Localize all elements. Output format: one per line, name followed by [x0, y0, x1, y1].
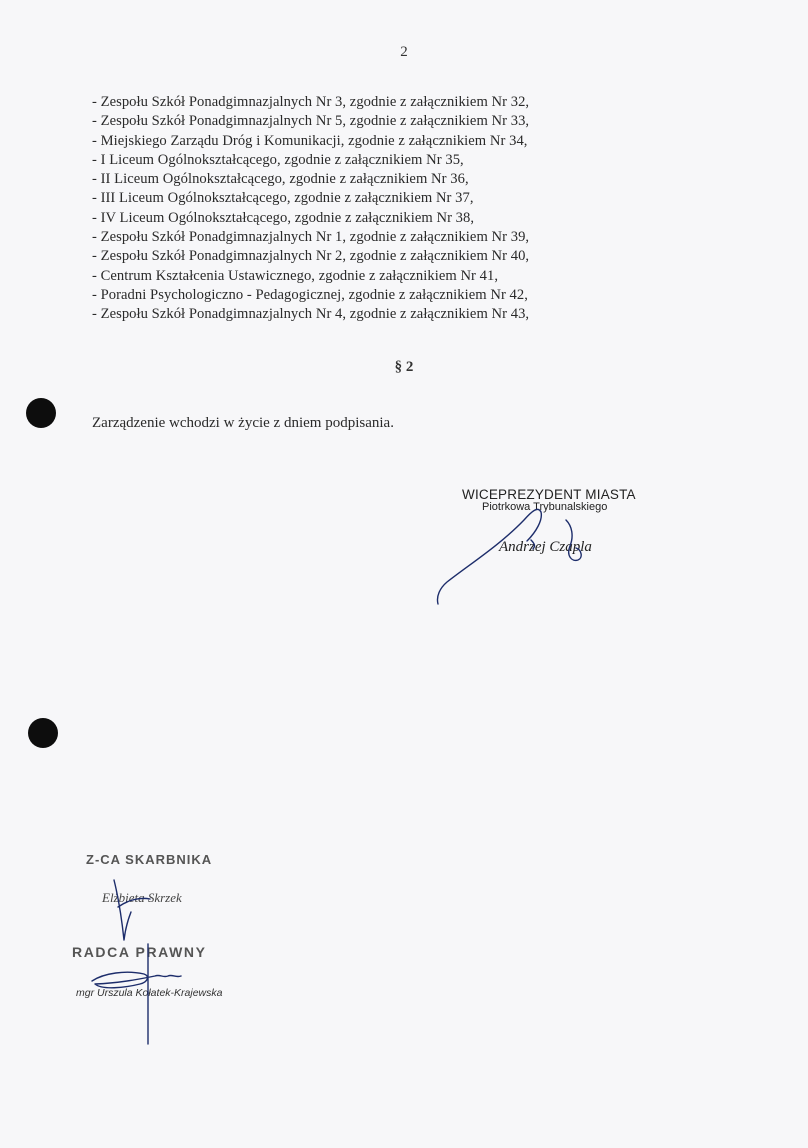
body-paragraph: Zarządzenie wchodzi w życie z dniem podpisania. — [92, 415, 394, 431]
treasurer-signature — [114, 880, 150, 940]
list-item: - Centrum Kształcenia Ustawicznego, zgodnie z załącznikiem Nr 41, — [92, 267, 499, 284]
stamp-subtitle: Piotrkowa Trybunalskiego — [482, 501, 608, 513]
list-item: - Zespołu Szkół Ponadgimnazjalnych Nr 1, zgodnie z załącznikiem Nr 39, — [92, 229, 530, 246]
list-item: - III Liceum Ogólnokształcącego, zgodnie z załącznikiem Nr 37, — [92, 190, 474, 207]
stamp-title: WICEPREZYDENT MIASTA — [462, 487, 636, 502]
list-item: - Zespołu Szkół Ponadgimnazjalnych Nr 5, zgodnie z załącznikiem Nr 33, — [92, 113, 530, 130]
list-item: - Zespołu Szkół Ponadgimnazjalnych Nr 3, zgodnie z załącznikiem Nr 32, — [92, 94, 530, 110]
stamp-signatory-name: Andrzej Czapla — [499, 539, 592, 555]
stamp-title: RADCA PRAWNY — [72, 944, 207, 960]
list-item: - IV Liceum Ogólnokształcącego, zgodnie z załącznikiem Nr 38, — [92, 209, 475, 226]
stamp-signatory-name: Elżbieta Skrzek — [102, 890, 182, 905]
legal-counsel-stamp — [72, 944, 223, 999]
list-item: - Miejskiego Zarządu Dróg i Komunikacji, zgodnie z załącznikiem Nr 34, — [92, 132, 528, 149]
treasurer-deputy-stamp — [86, 852, 213, 905]
punch-hole — [28, 718, 58, 748]
page-number: 2 — [400, 44, 408, 60]
section-heading: § 2 — [394, 359, 414, 375]
vice-president-stamp — [462, 487, 636, 555]
stamp-title: Z-CA SKARBNIKA — [86, 852, 213, 867]
attachment-list — [92, 93, 529, 325]
stamp-signatory-name: mgr Urszula Kołatek-Krajewska — [76, 987, 223, 999]
list-item: - II Liceum Ogólnokształcącego, zgodnie z załącznikiem Nr 36, — [92, 171, 469, 188]
list-item: - Zespołu Szkół Ponadgimnazjalnych Nr 4, zgodnie z załącznikiem Nr 43, — [92, 306, 530, 323]
punch-hole — [26, 398, 56, 428]
list-item: - I Liceum Ogólnokształcącego, zgodnie z załącznikiem Nr 35, — [92, 151, 464, 168]
list-item: - Poradni Psychologiczno - Pedagogicznej, zgodnie z załącznikiem Nr 42, — [92, 286, 528, 303]
list-item: - Zespołu Szkół Ponadgimnazjalnych Nr 2, zgodnie z załącznikiem Nr 40, — [92, 248, 530, 265]
vice-president-signature — [437, 509, 581, 604]
